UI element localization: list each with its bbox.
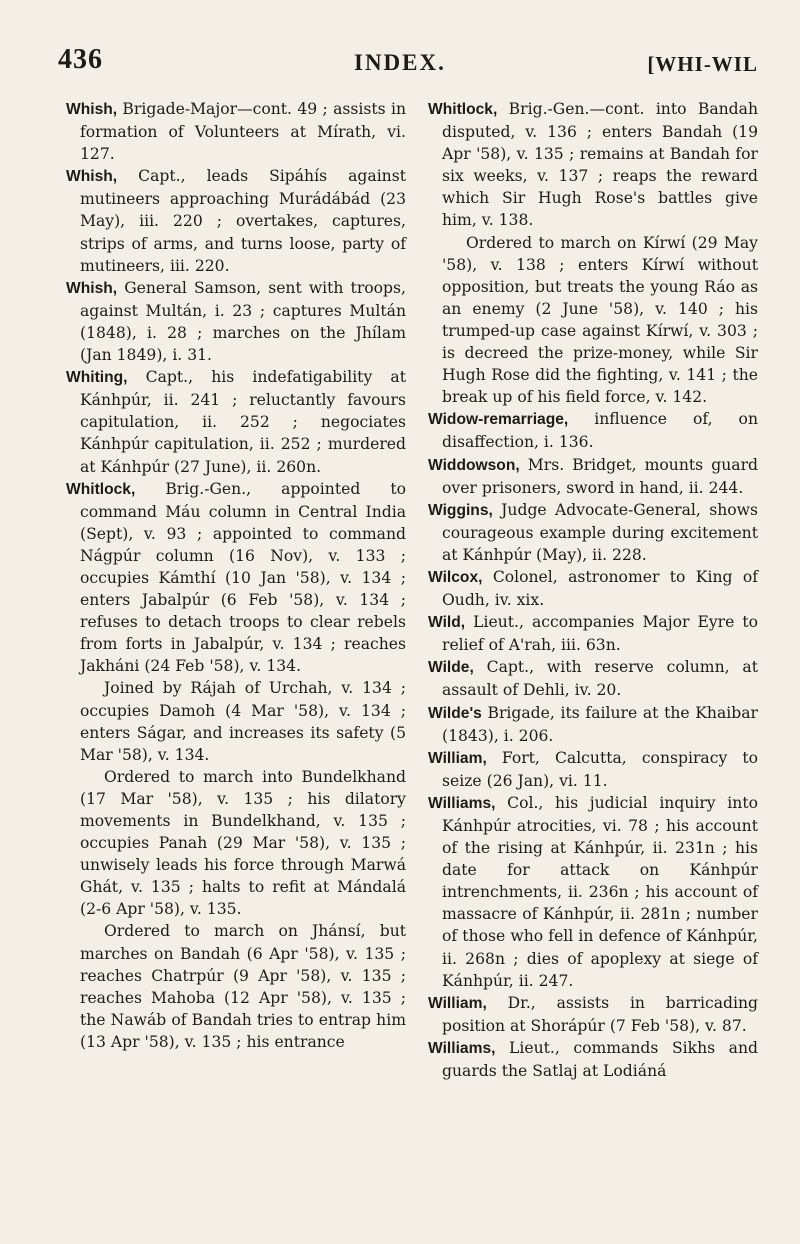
- index-entry: [428, 566, 758, 611]
- index-subentry: [428, 232, 758, 409]
- index-entry: [66, 366, 406, 477]
- index-entry: [428, 408, 758, 453]
- entry-text: Capt., with reserve column, at assault of Dehli, iv. 20.: [442, 658, 758, 700]
- entry-heading: Wilde,: [428, 659, 474, 677]
- running-title: INDEX.: [354, 50, 446, 75]
- entry-text: Brig.-Gen., appointed to command Máu column in Central India (Sept), v. 93 ; appointed to command Nágpúr column (16 Nov), v. 133 ; occupies Kámthí (10 Jan '58), v. 134 ; enters Jabalpúr (6 Feb '58), v. 134 ; refuses to detach troops to clear rebels from forts in Jabalpúr, v. 134 ; reaches Jakháni (24 Feb '58), v. 134.: [80, 479, 406, 676]
- entry-heading: Wiggins,: [428, 501, 493, 519]
- entry-text: Capt., leads Sipáhís against mutineers approaching Murádábád (23 May), iii. 220 ; overtakes, captures, strips of arms, and turns loose, party of mutineers, iii. 220.: [80, 167, 406, 275]
- entry-heading: Widdowson,: [428, 456, 520, 474]
- index-entry: [428, 792, 758, 992]
- index-subentry: [66, 766, 406, 921]
- entry-text: Judge Advocate-General, shows courageous example during excitement at Kánhpúr (May), ii. 228.: [442, 500, 758, 564]
- index-entry: [428, 702, 758, 747]
- entry-text: Capt., his indefatigability at Kánhpúr, ii. 241 ; reluctantly favours capitulation, ii. 252 ; negociates Kánhpúr capitulation, ii. 252 ; murdered at Kánhpúr (27 June), ii. 260n.: [80, 368, 406, 476]
- entry-text: Brigade-Major—cont. 49 ; assists in formation of Volunteers at Mírath, vi. 127.: [80, 100, 406, 164]
- entry-heading: Whish,: [66, 101, 118, 118]
- entry-text: Fort, Calcutta, conspiracy to seize (26 Jan), vi. 11.: [442, 748, 758, 790]
- index-entry: [428, 656, 758, 701]
- index-entry: [428, 992, 758, 1037]
- entry-heading: Widow-remarriage,: [428, 411, 569, 429]
- index-entry: [66, 478, 406, 678]
- entry-heading: Williams,: [428, 794, 496, 812]
- index-range: [WHI-WIL: [647, 52, 758, 76]
- entry-text: Lieut., accompanies Major Eyre to relief of A'rah, iii. 63n.: [442, 613, 758, 655]
- entry-heading: Whiting,: [66, 369, 128, 387]
- entry-text: Colonel, astronomer to King of Oudh, iv. xix.: [442, 567, 758, 610]
- right-column: [428, 98, 758, 1082]
- entry-heading: Whish,: [66, 168, 118, 186]
- entry-text: General Samson, sent with troops, against Multán, i. 23 ; captures Multán (1848), i. 28 ; marches on the Jhílam (Jan 1849), i. 31.: [80, 278, 406, 365]
- entry-text: Brigade, its failure at the Khaibar (1843), i. 206.: [442, 703, 758, 745]
- index-entry: [428, 98, 758, 232]
- entry-heading: William,: [428, 994, 487, 1012]
- entry-heading: Wilcox,: [428, 568, 483, 586]
- entry-heading: Wilde's: [428, 704, 482, 722]
- index-entry: [66, 98, 406, 165]
- entry-heading: Williams,: [428, 1039, 496, 1057]
- index-entry: [66, 277, 406, 366]
- entry-text: Joined by Rájah of Urchah, v. 134 ; occupies Damoh (4 Mar '58), v. 134 ; enters Ságar, and increases its safety (5 Mar '58), v. 134.: [80, 679, 406, 764]
- entry-text: Ordered to march into Bundelkhand (17 Mar '58), v. 135 ; his dilatory movements in Bundelkhand, v. 135 ; occupies Panah (29 Mar '58), v. 135 ; unwisely leads his force through Marwá Ghát, v. 135 ; halts to refit at Mándalá (2-6 Apr '58), v. 135.: [80, 767, 406, 919]
- index-entry: [428, 454, 758, 499]
- entry-heading: Wild,: [428, 614, 466, 632]
- index-subentry: [66, 677, 406, 765]
- entry-heading: William,: [428, 749, 487, 767]
- entry-text: Mrs. Bridget, mounts guard over prisoners, sword in hand, ii. 244.: [442, 455, 758, 497]
- entry-heading: Whish,: [66, 279, 118, 297]
- entry-text: Ordered to march on Kírwí (29 May '58), v. 138 ; enters Kírwí without opposition, but treats the young Ráo as an enemy (2 June '58), v. 140 ; his trumped-up case against Kírwí, v. 303 ; is decreed the prize-money, while Sir Hugh Rose did the fighting, v. 141 ; the break up of his field force, v. 142.: [442, 233, 758, 407]
- entry-text: influence of, on disaffection, i. 136.: [442, 410, 758, 452]
- index-entry: [66, 165, 406, 276]
- entry-text: Brig.-Gen.—cont. into Bandah disputed, v. 136 ; enters Bandah (19 Apr '58), v. 135 ; remains at Bandah for six weeks, v. 137 ; reaps the reward which Sir Hugh Rose's battles give him, v. 138.: [442, 100, 758, 230]
- entry-heading: Whitlock,: [66, 480, 136, 498]
- index-entry: [428, 747, 758, 792]
- entry-text: Ordered to march on Jhánsí, but marches on Bandah (6 Apr '58), v. 135 ; reaches Chatrpúr (9 Apr '58), v. 135 ; reaches Mahoba (12 Apr '58), v. 135 ; the Nawáb of Bandah tries to entrap him (13 Apr '58), v. 135 ; his entrance: [80, 922, 406, 1051]
- entry-heading: Whitlock,: [428, 101, 498, 118]
- entry-text: Dr., assists in barricading position at Shorápúr (7 Feb '58), v. 87.: [442, 993, 758, 1035]
- index-entry: [428, 611, 758, 656]
- index-subentry: [66, 920, 406, 1053]
- left-column: [66, 98, 406, 1053]
- index-entry: [428, 499, 758, 566]
- index-entry: [428, 1037, 758, 1082]
- page-number: 436: [58, 44, 103, 75]
- entry-text: Col., his judicial inquiry into Kánhpúr atrocities, vi. 78 ; his account of the rising at Kánhpúr, ii. 231n ; his date for attack on Kánhpúr intrenchments, ii. 236n ; his account of massacre of Kánhpúr, ii. 281n ; number of those who fell in defence of Kánhpúr, ii. 268n ; dies of apoplexy at siege of Kánhpúr, ii. 247.: [442, 793, 758, 990]
- page-header: [58, 44, 758, 88]
- entry-text: Lieut., commands Sikhs and guards the Satlaj at Lodiáná: [442, 1038, 758, 1081]
